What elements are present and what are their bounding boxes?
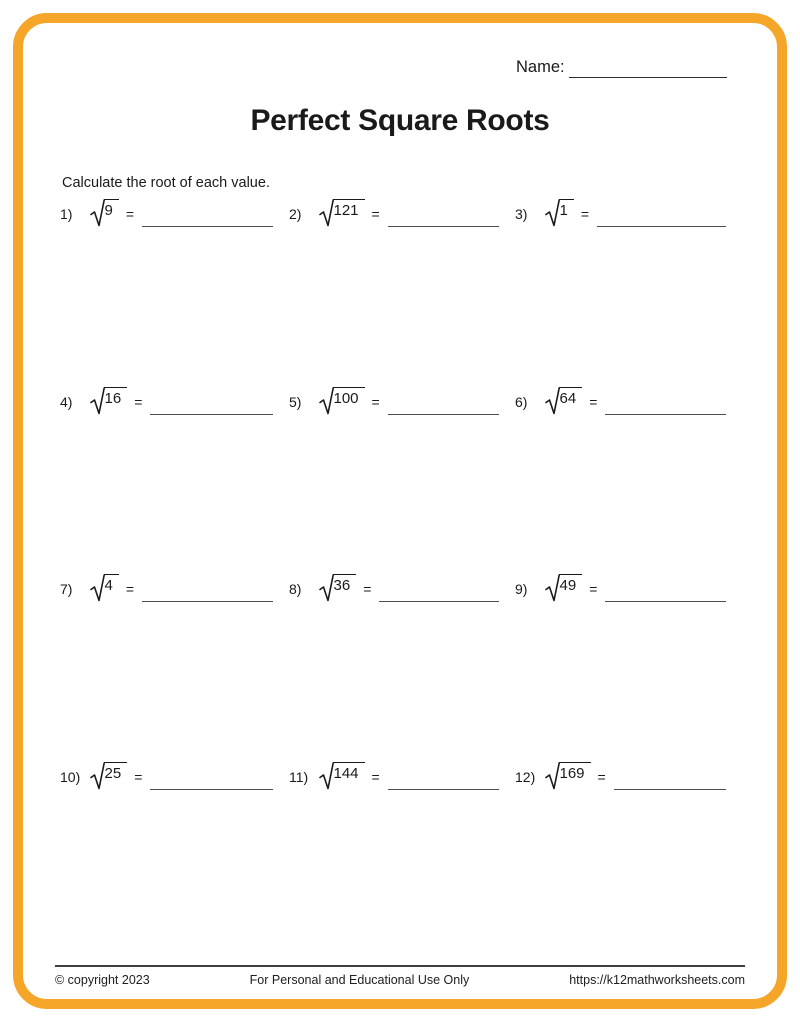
problem-item bbox=[60, 387, 289, 575]
sqrt-expression bbox=[90, 574, 119, 603]
sqrt-expression bbox=[319, 574, 356, 603]
website-url[interactable]: https://k12mathworksheets.com bbox=[569, 973, 745, 987]
sqrt-expression bbox=[90, 387, 127, 416]
answer-blank-line bbox=[388, 199, 499, 227]
radicand-value: 16 bbox=[104, 387, 128, 406]
radicand-value: 144 bbox=[333, 762, 365, 781]
radicand-value: 25 bbox=[104, 762, 128, 781]
radicand-value: 64 bbox=[559, 387, 583, 406]
equals-sign: = bbox=[589, 581, 598, 597]
problem-item bbox=[289, 574, 515, 762]
problem-number: 10) bbox=[60, 768, 81, 785]
problem-number: 12) bbox=[515, 768, 536, 785]
footer-divider bbox=[55, 965, 745, 967]
name-label: Name: bbox=[516, 58, 565, 76]
radicand-value: 169 bbox=[559, 762, 591, 781]
sqrt-expression bbox=[90, 199, 119, 228]
answer-blank-line bbox=[150, 762, 273, 790]
name-field bbox=[516, 56, 727, 78]
problem-item bbox=[515, 387, 742, 575]
problem-number: 1) bbox=[60, 206, 73, 222]
problem-number: 8) bbox=[289, 581, 302, 597]
problem-item bbox=[60, 199, 289, 387]
sqrt-expression bbox=[545, 574, 582, 603]
answer-blank-line bbox=[597, 199, 726, 227]
answer-blank-line bbox=[142, 199, 273, 227]
radicand-value: 49 bbox=[559, 574, 583, 593]
problem-number: 3) bbox=[515, 206, 528, 222]
answer-blank-line bbox=[379, 574, 499, 602]
sqrt-expression bbox=[545, 387, 582, 416]
sqrt-expression bbox=[545, 199, 574, 228]
problem-item bbox=[515, 762, 742, 950]
sqrt-expression bbox=[319, 387, 365, 416]
instructions-text: Calculate the root of each value. bbox=[62, 175, 270, 191]
sqrt-expression bbox=[319, 199, 365, 228]
problem-item bbox=[60, 762, 289, 950]
equals-sign: = bbox=[125, 206, 135, 222]
sqrt-expression bbox=[319, 762, 365, 791]
radicand-value: 1 bbox=[559, 199, 574, 218]
answer-blank-line bbox=[388, 762, 499, 790]
problem-number: 7) bbox=[60, 581, 73, 597]
problem-number: 5) bbox=[289, 393, 302, 410]
problem-number: 9) bbox=[515, 581, 528, 597]
equals-sign: = bbox=[134, 768, 143, 785]
radicand-value: 36 bbox=[333, 574, 357, 593]
name-blank-line bbox=[569, 57, 727, 78]
equals-sign: = bbox=[597, 768, 606, 785]
problem-item bbox=[60, 574, 289, 762]
answer-blank-line bbox=[142, 574, 273, 602]
equals-sign: = bbox=[371, 768, 380, 785]
problem-item bbox=[289, 387, 515, 575]
problem-item bbox=[289, 762, 515, 950]
usage-text: For Personal and Educational Use Only bbox=[249, 973, 470, 987]
footer bbox=[55, 973, 745, 987]
worksheet-title: Perfect Square Roots bbox=[250, 104, 550, 137]
equals-sign: = bbox=[580, 206, 590, 222]
radicand-value: 121 bbox=[333, 199, 365, 218]
problems-grid bbox=[60, 199, 742, 949]
answer-blank-line bbox=[614, 762, 726, 790]
equals-sign: = bbox=[371, 393, 380, 410]
answer-blank-line bbox=[388, 387, 499, 415]
copyright-text: © copyright 2023 bbox=[55, 973, 150, 987]
equals-sign: = bbox=[134, 393, 143, 410]
equals-sign: = bbox=[371, 206, 380, 222]
problem-number: 11) bbox=[289, 768, 309, 785]
problem-item bbox=[515, 574, 742, 762]
problem-number: 2) bbox=[289, 206, 302, 222]
problem-item bbox=[289, 199, 515, 387]
sqrt-expression bbox=[545, 762, 591, 791]
answer-blank-line bbox=[150, 387, 273, 415]
equals-sign: = bbox=[363, 581, 372, 597]
radicand-value: 9 bbox=[104, 199, 119, 218]
answer-blank-line bbox=[605, 387, 726, 415]
problem-item bbox=[515, 199, 742, 387]
radicand-value: 4 bbox=[104, 574, 119, 593]
problem-number: 4) bbox=[60, 393, 73, 410]
sqrt-expression bbox=[90, 762, 127, 791]
answer-blank-line bbox=[605, 574, 726, 602]
equals-sign: = bbox=[589, 393, 598, 410]
equals-sign: = bbox=[125, 581, 135, 597]
radicand-value: 100 bbox=[333, 387, 365, 406]
problem-number: 6) bbox=[515, 393, 528, 410]
